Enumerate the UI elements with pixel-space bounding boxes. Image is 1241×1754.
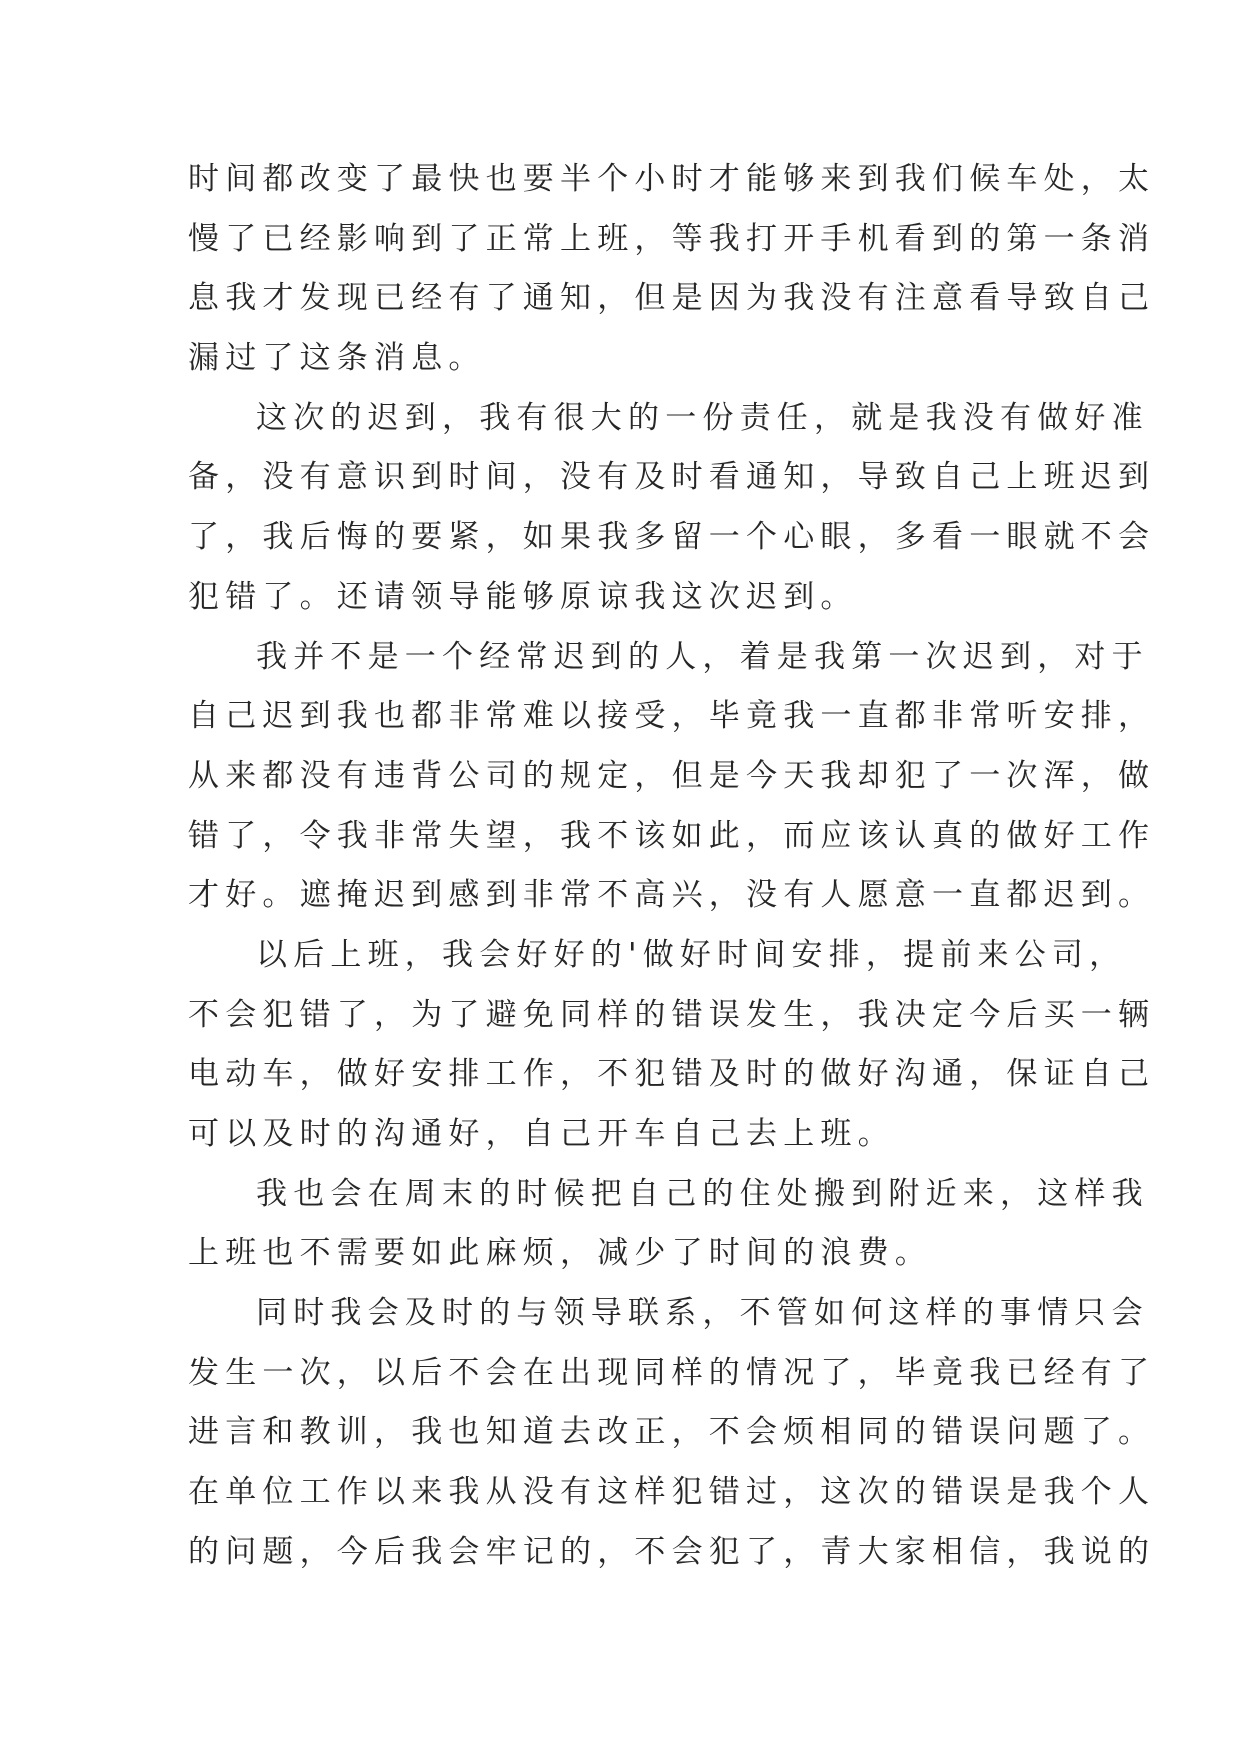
text-line: 电动车，做好安排工作，不犯错及时的做好沟通，保证自己 bbox=[188, 1056, 1156, 1093]
text-line: 在单位工作以来我从没有这样犯错过，这次的错误是我个人 bbox=[188, 1474, 1156, 1511]
text-line: 漏过了这条消息。 bbox=[188, 340, 486, 377]
text-line: 从来都没有违背公司的规定，但是今天我却犯了一次浑，做 bbox=[188, 757, 1156, 794]
text-line: 才好。遮掩迟到感到非常不高兴，没有人愿意一直都迟到。 bbox=[188, 877, 1156, 914]
text-line: 的问题，今后我会牢记的，不会犯了，青大家相信，我说的 bbox=[188, 1533, 1156, 1570]
text-line: 错了，令我非常失望，我不该如此，而应该认真的做好工作 bbox=[188, 817, 1156, 854]
text-line: 慢了已经影响到了正常上班，等我打开手机看到的第一条消 bbox=[188, 220, 1156, 257]
text-line: 备，没有意识到时间，没有及时看通知，导致自己上班迟到 bbox=[188, 459, 1156, 496]
paragraph-start-line: 同时我会及时的与领导联系，不管如何这样的事情只会 bbox=[256, 1295, 1149, 1332]
text-line: 时间都改变了最快也要半个小时才能够来到我们候车处，太 bbox=[188, 161, 1156, 197]
text-line: 不会犯错了，为了避免同样的错误发生，我决定今后买一辆 bbox=[188, 996, 1156, 1033]
paragraph-start-line: 这次的迟到，我有很大的一份责任，就是我没有做好准 bbox=[256, 399, 1149, 436]
text-line: 上班也不需要如此麻烦，减少了时间的浪费。 bbox=[188, 1235, 932, 1272]
text-line: 可以及时的沟通好，自己开车自己去上班。 bbox=[188, 1116, 895, 1152]
document-body bbox=[188, 150, 1156, 1583]
paragraph-start-line: 我也会在周末的时候把自己的住处搬到附近来，这样我 bbox=[256, 1175, 1149, 1212]
paragraph-start-line: 我并不是一个经常迟到的人，着是我第一次迟到，对于 bbox=[256, 638, 1149, 675]
text-line: 发生一次，以后不会在出现同样的情况了，毕竟我已经有了 bbox=[188, 1354, 1156, 1391]
text-line: 自己迟到我也都非常难以接受，毕竟我一直都非常听安排， bbox=[188, 698, 1156, 735]
paragraph-start-line: 以后上班，我会好好的'做好时间安排，提前来公司， bbox=[256, 936, 1127, 973]
text-line: 进言和教训，我也知道去改正，不会烦相同的错误问题了。 bbox=[188, 1414, 1156, 1451]
text-line: 了，我后悔的要紧，如果我多留一个心眼，多看一眼就不会 bbox=[188, 519, 1156, 556]
text-line: 息我才发现已经有了通知，但是因为我没有注意看导致自己 bbox=[188, 280, 1156, 317]
text-line: 犯错了。还请领导能够原谅我这次迟到。 bbox=[188, 578, 858, 615]
